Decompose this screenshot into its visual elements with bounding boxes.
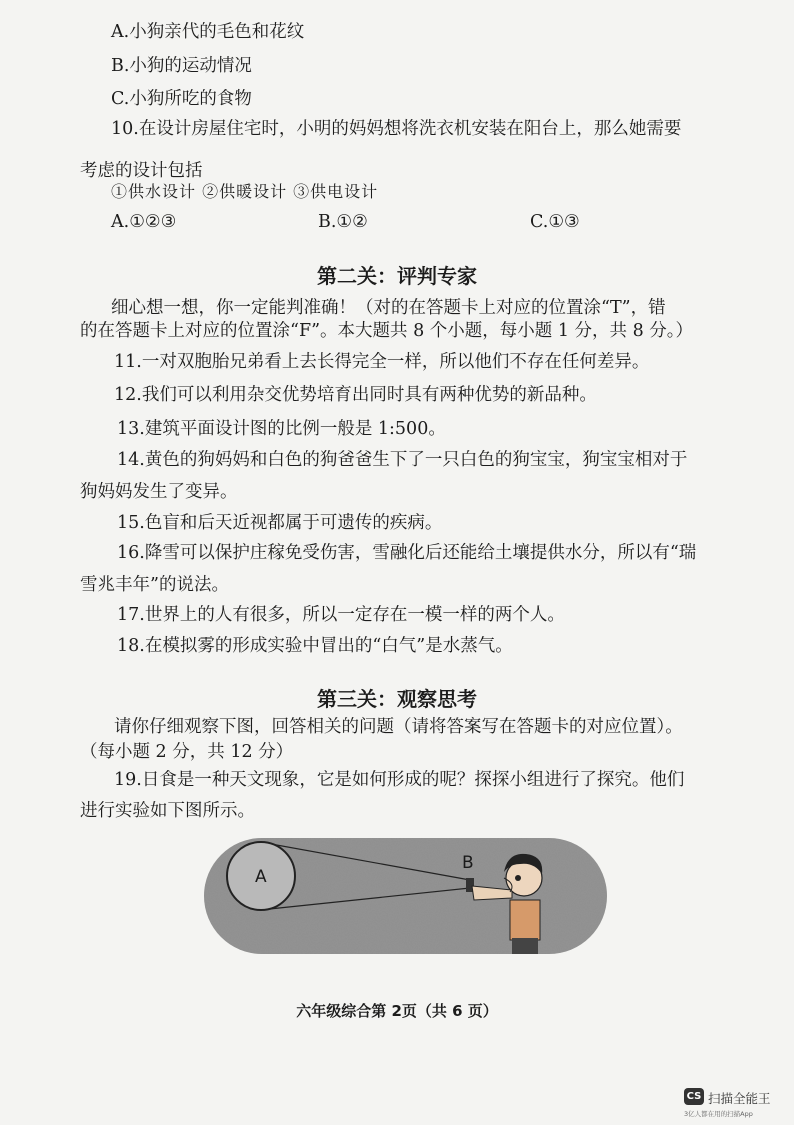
question-18: 18.在模拟雾的形成实验中冒出的“白气”是水蒸气。	[117, 636, 513, 656]
q9-option-c: C.小狗所吃的食物	[111, 89, 252, 109]
section2-intro-line2: 的在答题卡上对应的位置涂“F”。本大题共 8 个小题，每小题 1 分，共 8 分。）	[80, 321, 694, 341]
q10-items: ①供水设计 ②供暖设计 ③供电设计	[111, 182, 379, 201]
question-16-line2: 雪兆丰年”的说法。	[80, 575, 229, 595]
watermark-subtitle: 3亿人都在用的扫描App	[684, 1110, 753, 1118]
watermark-name: 扫描全能王	[708, 1091, 771, 1106]
question-16-line1: 16.降雪可以保护庄稼免受伤害，雪融化后还能给土壤提供水分，所以有“瑞	[117, 543, 697, 563]
q10-option-c: C.①③	[530, 212, 580, 232]
section2-intro-line1: 细心想一想，你一定能判准确！（对的在答题卡上对应的位置涂“T”，错	[111, 298, 666, 318]
question-11: 11.一对双胞胎兄弟看上去长得完全一样，所以他们不存在任何差异。	[114, 352, 650, 372]
label-b: B	[462, 853, 474, 873]
q10-stem-line1: 10.在设计房屋住宅时，小明的妈妈想将洗衣机安装在阳台上，那么她需要	[111, 119, 682, 139]
question-13: 13.建筑平面设计图的比例一般是 1:500。	[117, 419, 446, 439]
question-19-line1: 19.日食是一种天文现象，它是如何形成的呢？探探小组进行了探究。他们	[114, 770, 685, 790]
question-14-line2: 狗妈妈发生了变异。	[80, 482, 238, 502]
section3-title: 第三关：观察思考	[317, 687, 477, 711]
q10-stem-line2: 考虑的设计包括	[80, 161, 203, 181]
q10-option-b: B.①②	[318, 212, 368, 232]
page-footer: 六年级综合第 2页（共 6 页）	[296, 1002, 498, 1020]
q9-option-a: A.小狗亲代的毛色和花纹	[111, 22, 305, 42]
camscanner-logo-icon: CS	[684, 1088, 704, 1105]
section3-intro-line2: （每小题 2 分，共 12 分）	[80, 742, 294, 762]
question-19-line2: 进行实验如下图所示。	[80, 801, 255, 821]
q10-option-a: A.①②③	[111, 212, 177, 232]
q9-option-b: B.小狗的运动情况	[111, 56, 252, 76]
question-12: 12.我们可以利用杂交优势培育出同时具有两种优势的新品种。	[114, 385, 597, 405]
solar-eclipse-experiment-illustration	[204, 838, 607, 954]
section2-title: 第二关：评判专家	[317, 264, 477, 288]
question-17: 17.世界上的人有很多，所以一定存在一模一样的两个人。	[117, 605, 565, 625]
question-14-line1: 14.黄色的狗妈妈和白色的狗爸爸生下了一只白色的狗宝宝，狗宝宝相对于	[117, 450, 688, 470]
label-a: A	[255, 867, 267, 887]
section3-intro-line1: 请你仔细观察下图，回答相关的问题（请将答案写在答题卡的对应位置）。	[114, 717, 683, 737]
question-15: 15.色盲和后天近视都属于可遗传的疾病。	[117, 513, 443, 533]
